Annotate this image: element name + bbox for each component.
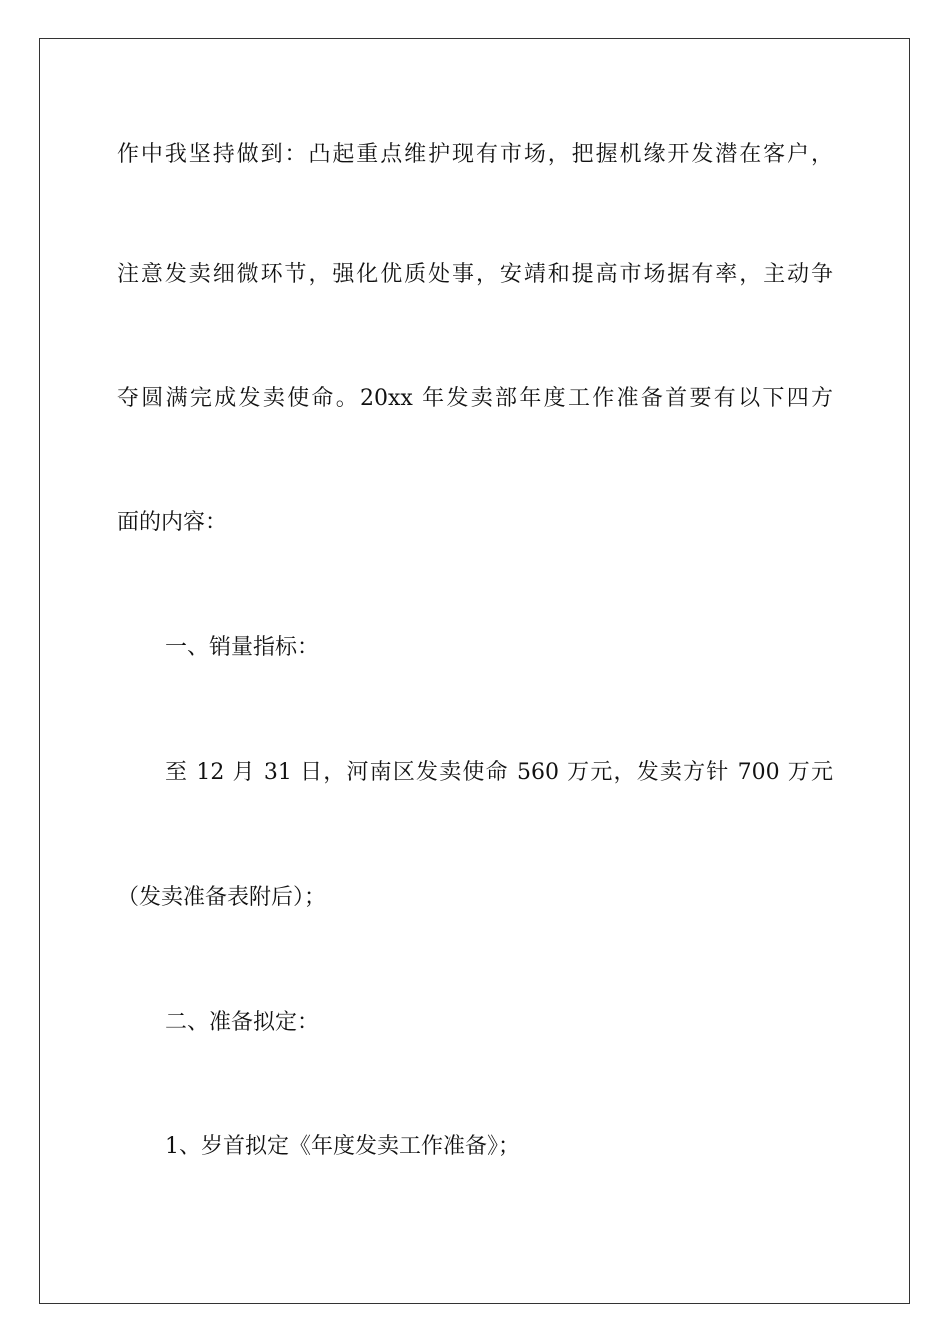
list-item: 1、岁首拟定《年度发卖工作准备》； — [165, 1134, 520, 1159]
body-text-line: 夺圆满完成发卖使命。20xx 年发卖部年度工作准备首要有以下四方 — [117, 386, 833, 411]
body-text-line: （发卖准备表附后）； — [117, 885, 327, 910]
body-text-line: 面的内容： — [117, 510, 228, 535]
section-heading: 二、准备拟定： — [165, 1010, 320, 1035]
body-text-line: 至 12 月 31 日，河南区发卖使命 560 万元，发卖方针 700 万元 — [165, 760, 833, 785]
page-frame — [39, 38, 910, 1304]
body-text-line: 注意发卖细微环节，强化优质处事，安靖和提高市场据有率，主动争 — [117, 262, 833, 287]
body-text-line: 作中我坚持做到：凸起重点维护现有市场，把握机缘开发潜在客户， — [117, 142, 833, 167]
section-heading: 一、销量指标： — [165, 635, 320, 660]
